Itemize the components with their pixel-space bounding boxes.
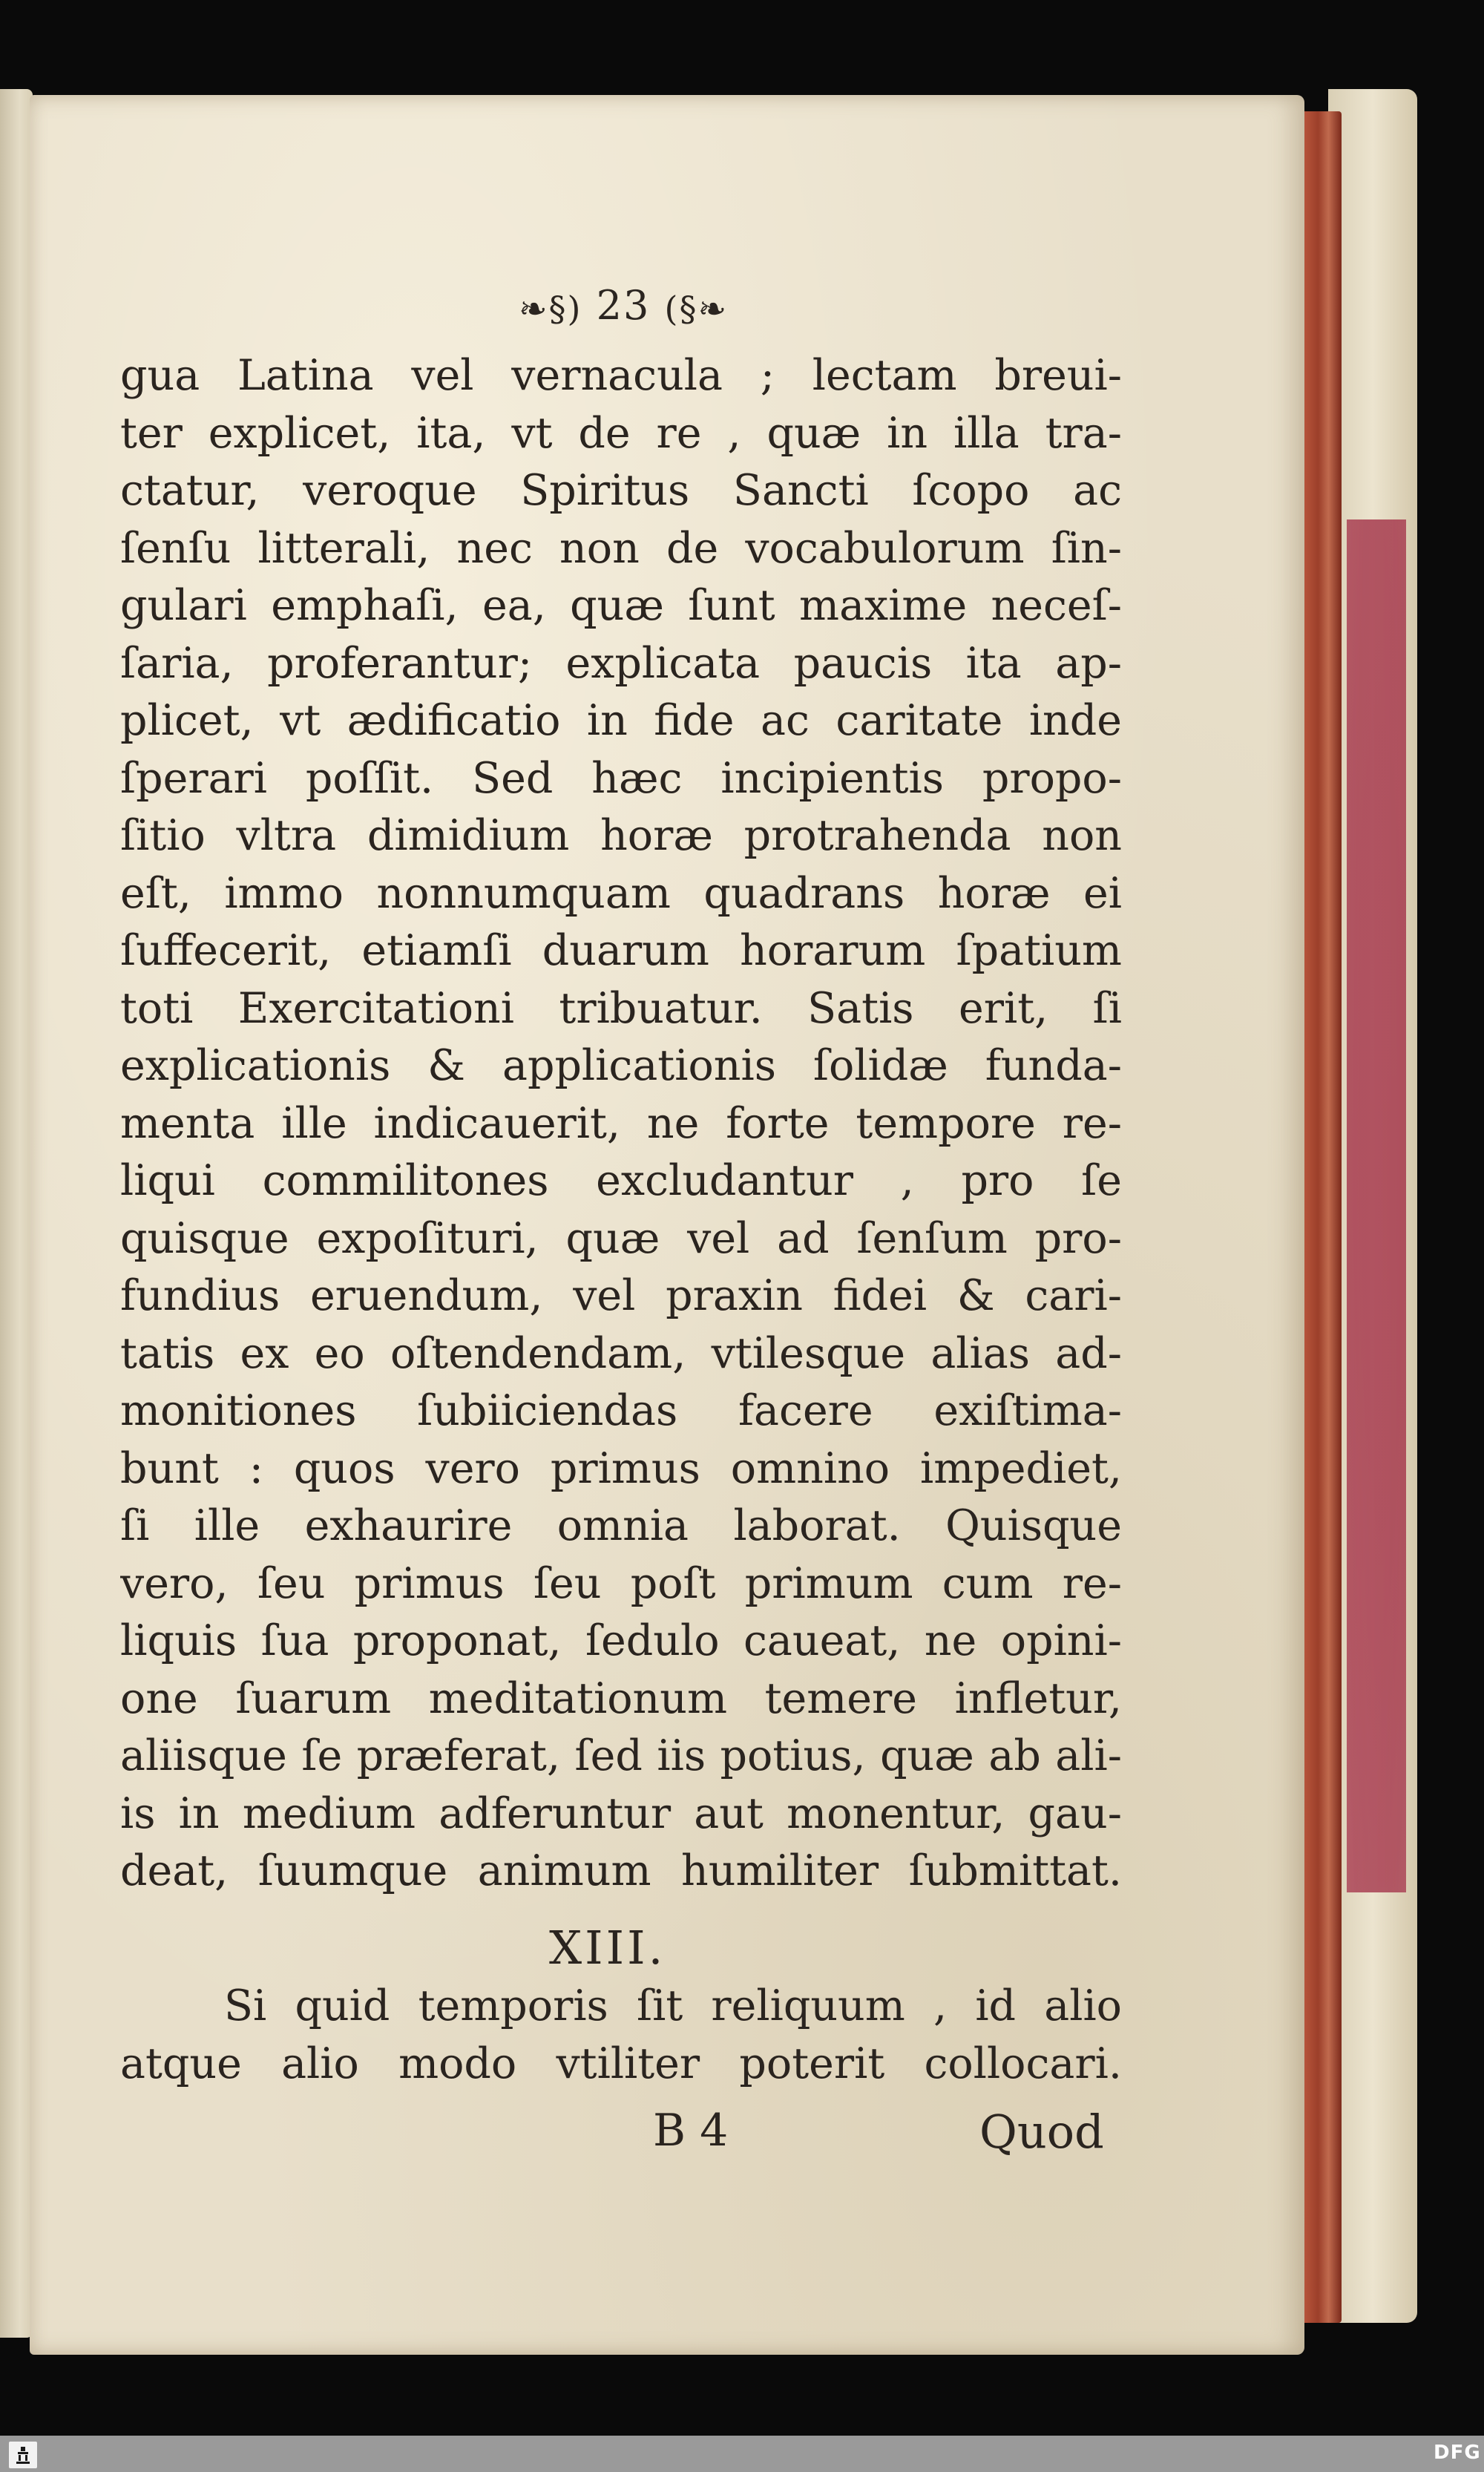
catchword: Quod: [979, 2105, 1104, 2159]
text-line: liquis ſua proponat, ſedulo caueat, ne opini-: [120, 1616, 1122, 1665]
text-line: ſaria, proferantur; explicata paucis ita ap-: [120, 638, 1122, 688]
text-line: gulari emphaſi, ea, quæ ſunt maxime neceſ-: [120, 581, 1122, 630]
ornament-right-icon: (§❧: [664, 289, 729, 329]
text-line: ter explicet, ita, vt de re , quæ in illa tra-: [120, 408, 1122, 458]
text-line: monitiones ſubiiciendas facere exiſtima-: [120, 1386, 1122, 1435]
text-line: ctatur, veroque Spiritus Sancti ſcopo ac: [120, 466, 1122, 515]
page-number: 23: [596, 282, 651, 329]
library-logo-icon: [9, 2442, 37, 2468]
text-line: fundius eruendum, vel praxin fidei & cari-: [120, 1271, 1122, 1320]
text-line: gua Latina vel vernacula ; lectam breui-: [120, 351, 1122, 400]
section-number: XIII.: [549, 1921, 666, 1975]
text-line: liqui commilitones excludantur , pro ſe: [120, 1156, 1122, 1205]
text-line: quisque expoſituri, quæ vel ad ſenſum pro-: [120, 1213, 1122, 1263]
page-header: [453, 282, 794, 329]
text-line: ſitio vltra dimidium horæ protrahenda non: [120, 811, 1122, 860]
marbled-endpaper: [1347, 519, 1406, 1892]
signature-mark: B 4: [653, 2105, 729, 2157]
ornament-left-icon: ❧§): [518, 289, 582, 329]
text-line: ſperari poſſit. Sed hæc incipientis propo-: [120, 753, 1122, 803]
text-line: eſt, immo nonnumquam quadrans horæ ei: [120, 868, 1122, 918]
text-line: explicationis & applicationis ſolidæ funda-: [120, 1041, 1122, 1090]
text-line: tatis ex eo oſtendendam, vtilesque alias ad-: [120, 1328, 1122, 1378]
text-line: plicet, vt ædificatio in fide ac caritate inde: [120, 696, 1122, 745]
text-line: is in medium adferuntur aut monentur, gau-: [120, 1789, 1122, 1838]
text-line: bunt : quos vero primus omnino impediet,: [120, 1443, 1122, 1493]
text-line: one ſuarum meditationum temere infletur,: [120, 1673, 1122, 1723]
paragraph-main: [120, 347, 1122, 1901]
text-line: toti Exercitationi tribuatur. Satis erit, ſi: [120, 983, 1122, 1033]
text-line: atque alio modo vtiliter poterit collocari.: [120, 2039, 1122, 2088]
paragraph-section-xiii: [120, 1978, 1122, 2093]
text-line: ſenſu litterali, nec non de vocabulorum ſin-: [120, 523, 1122, 573]
text-line: aliisque ſe præferat, ſed iis potius, quæ ab ali-: [120, 1731, 1122, 1780]
text-line: Si quid temporis ſit reliquum , id alio: [224, 1981, 1122, 2030]
facing-page-edge: [0, 89, 33, 2338]
text-line: vero, ſeu primus ſeu poſt primum cum re-: [120, 1558, 1122, 1608]
text-line: deat, ſuumque animum humiliter ſubmittat.: [120, 1846, 1122, 1895]
text-line: menta ille indicauerit, ne forte tempore re-: [120, 1098, 1122, 1148]
text-line: ſuffecerit, etiamſi duarum horarum ſpatium: [120, 926, 1122, 975]
viewer-footer-bar: [0, 2436, 1484, 2472]
dfg-logo: DFG: [1434, 2442, 1481, 2464]
text-line: ſi ille exhaurire omnia laborat. Quisque: [120, 1501, 1122, 1550]
